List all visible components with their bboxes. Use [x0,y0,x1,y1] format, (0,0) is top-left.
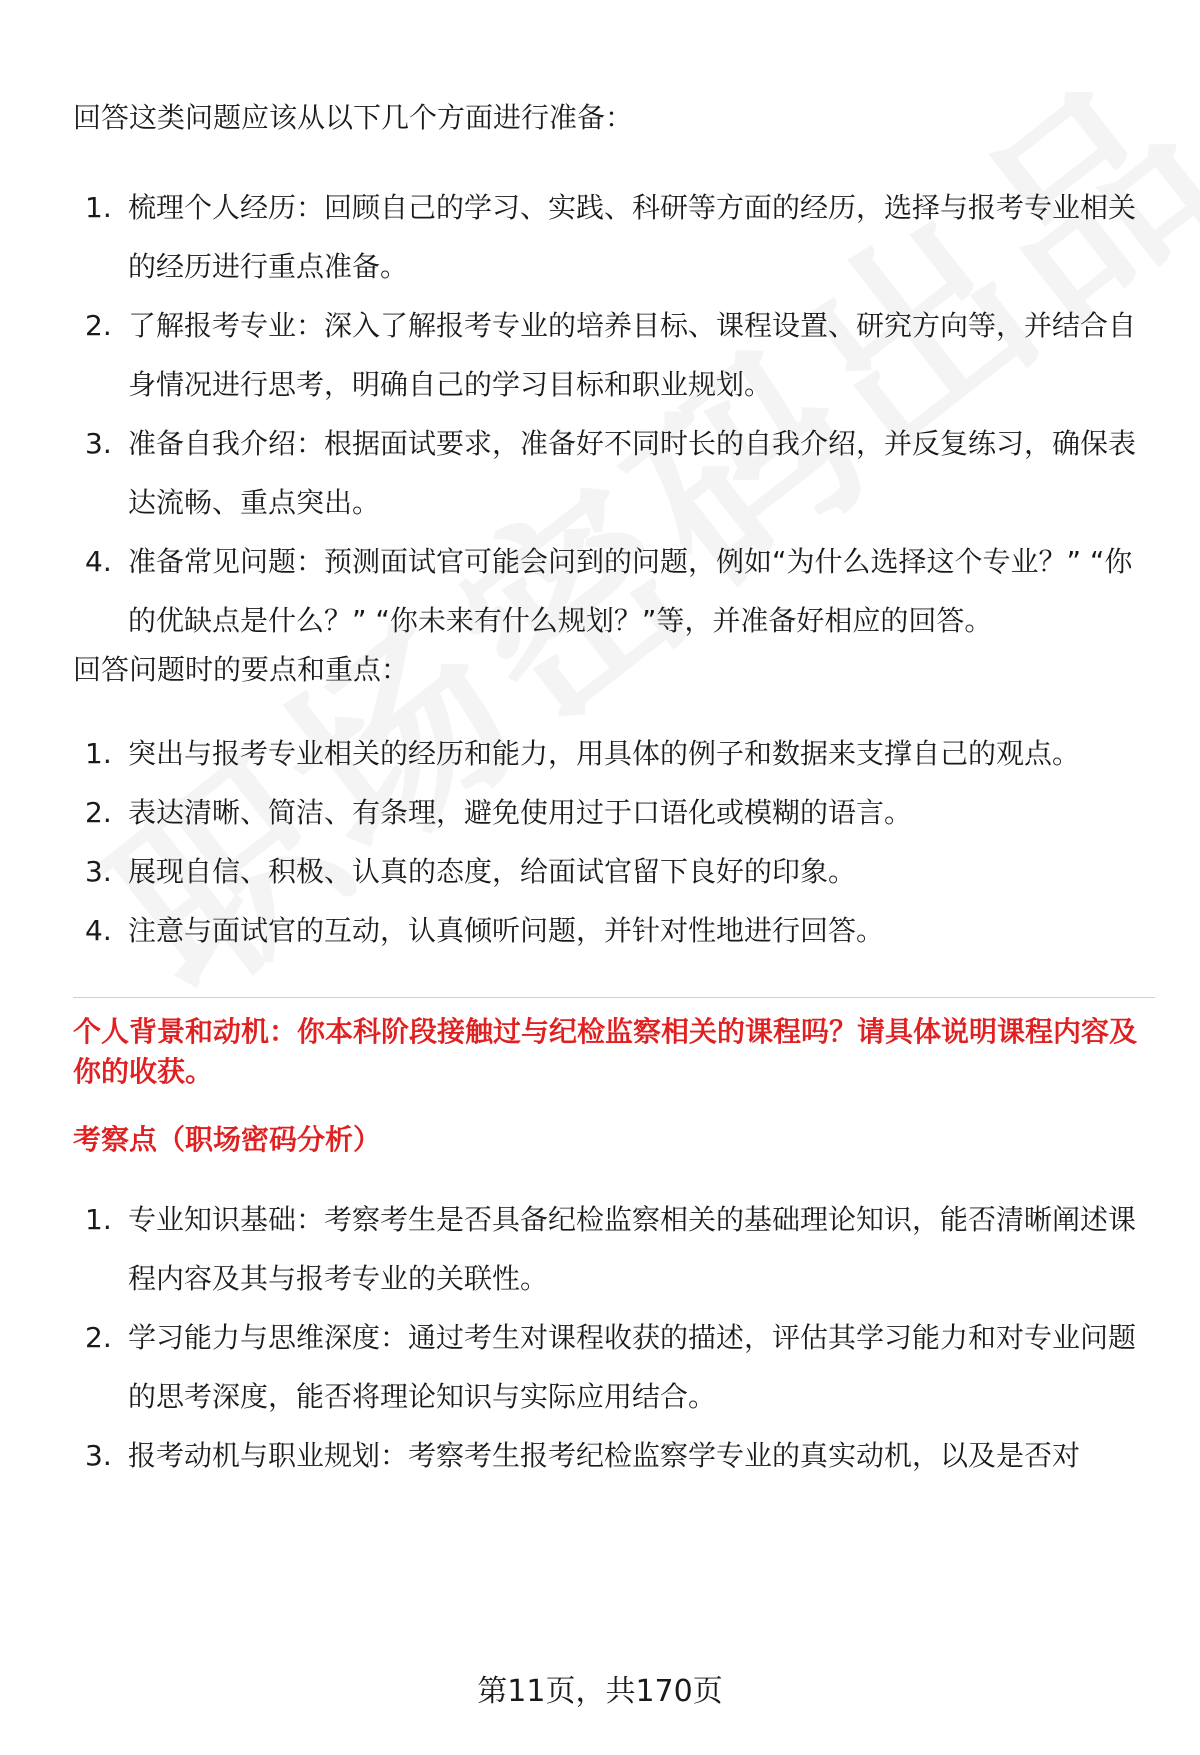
question-heading: 个人背景和动机：你本科阶段接触过与纪检监察相关的课程吗？请具体说明课程内容及你的收获。 [73,1015,1138,1088]
list-item: 1. 专业知识基础：考察考生是否具备纪检监察相关的基础理论知识，能否清晰阐述课程内容及其与报考专业的关联性。 [85,1203,1137,1295]
list-item: 2. 表达清晰、简洁、有条理，避免使用过于口语化或模糊的语言。 [85,796,913,829]
section-divider [73,997,1155,998]
list-item: 3. 报考动机与职业规划：考察考生报考纪检监察学专业的真实动机，以及是否对 [85,1439,1081,1472]
list-item: 3. 准备自我介绍：根据面试要求，准备好不同时长的自我介绍，并反复练习，确保表达流畅、重点突出。 [85,427,1137,519]
list-item-text: 准备自我介绍：根据面试要求，准备好不同时长的自我介绍，并反复练习，确保表达流畅、重点突出。 [128,427,1137,519]
list-item-text: 注意与面试官的互动，认真倾听问题，并针对性地进行回答。 [128,914,885,947]
list-item: 2. 学习能力与思维深度：通过考生对课程收获的描述，评估其学习能力和对专业问题的思考深度，能否将理论知识与实际应用结合。 [85,1321,1137,1413]
list-item: 1. 梳理个人经历：回顾自己的学习、实践、科研等方面的经历，选择与报考专业相关的经历进行重点准备。 [85,191,1137,283]
list-item: 4. 准备常见问题：预测面试官可能会问到的问题，例如“为什么选择这个专业？” “你的优缺点是什么？” “你未来有什么规划？”等，并准备好相应的回答。 [85,545,1133,637]
list-item-text: 表达清晰、简洁、有条理，避免使用过于口语化或模糊的语言。 [128,796,913,829]
page-content [73,98,1143,1485]
preparation-list [73,178,1143,650]
list-item-text: 突出与报考专业相关的经历和能力，用具体的例子和数据来支撑自己的观点。 [128,737,1081,770]
analysis-list [73,1190,1143,1485]
list-item-text: 展现自信、积极、认真的态度，给面试官留下良好的印象。 [128,855,857,888]
list-item-text: 专业知识基础：考察考生是否具备纪检监察相关的基础理论知识，能否清晰阐述课程内容及其与报考专业的关联性。 [128,1203,1137,1295]
list-item: 2. 了解报考专业：深入了解报考专业的培养目标、课程设置、研究方向等，并结合自身情况进行思考，明确自己的学习目标和职业规划。 [85,309,1137,401]
list-item-text: 学习能力与思维深度：通过考生对课程收获的描述，评估其学习能力和对专业问题的思考深度，能否将理论知识与实际应用结合。 [128,1321,1137,1413]
key-points-list [73,724,1143,960]
intro-paragraph-2: 回答问题时的要点和重点： [73,653,410,686]
page-number-footer: 第11页，共170页 [477,1674,723,1709]
list-item: 3. 展现自信、积极、认真的态度，给面试官留下良好的印象。 [85,855,857,888]
intro-paragraph-1: 回答这类问题应该从以下几个方面进行准备： [73,101,634,134]
list-item: 1. 突出与报考专业相关的经历和能力，用具体的例子和数据来支撑自己的观点。 [85,737,1081,770]
list-item-text: 了解报考专业：深入了解报考专业的培养目标、课程设置、研究方向等，并结合自身情况进行思考，明确自己的学习目标和职业规划。 [128,309,1137,401]
list-item-text: 报考动机与职业规划：考察考生报考纪检监察学专业的真实动机，以及是否对 [128,1439,1081,1472]
analysis-heading: 考察点（职场密码分析） [73,1123,382,1156]
list-item-text: 准备常见问题：预测面试官可能会问到的问题，例如“为什么选择这个专业？” “你的优缺点是什么？” “你未来有什么规划？”等，并准备好相应的回答。 [128,545,1133,637]
list-item: 4. 注意与面试官的互动，认真倾听问题，并针对性地进行回答。 [85,914,885,947]
list-item-text: 梳理个人经历：回顾自己的学习、实践、科研等方面的经历，选择与报考专业相关的经历进行重点准备。 [128,191,1137,283]
